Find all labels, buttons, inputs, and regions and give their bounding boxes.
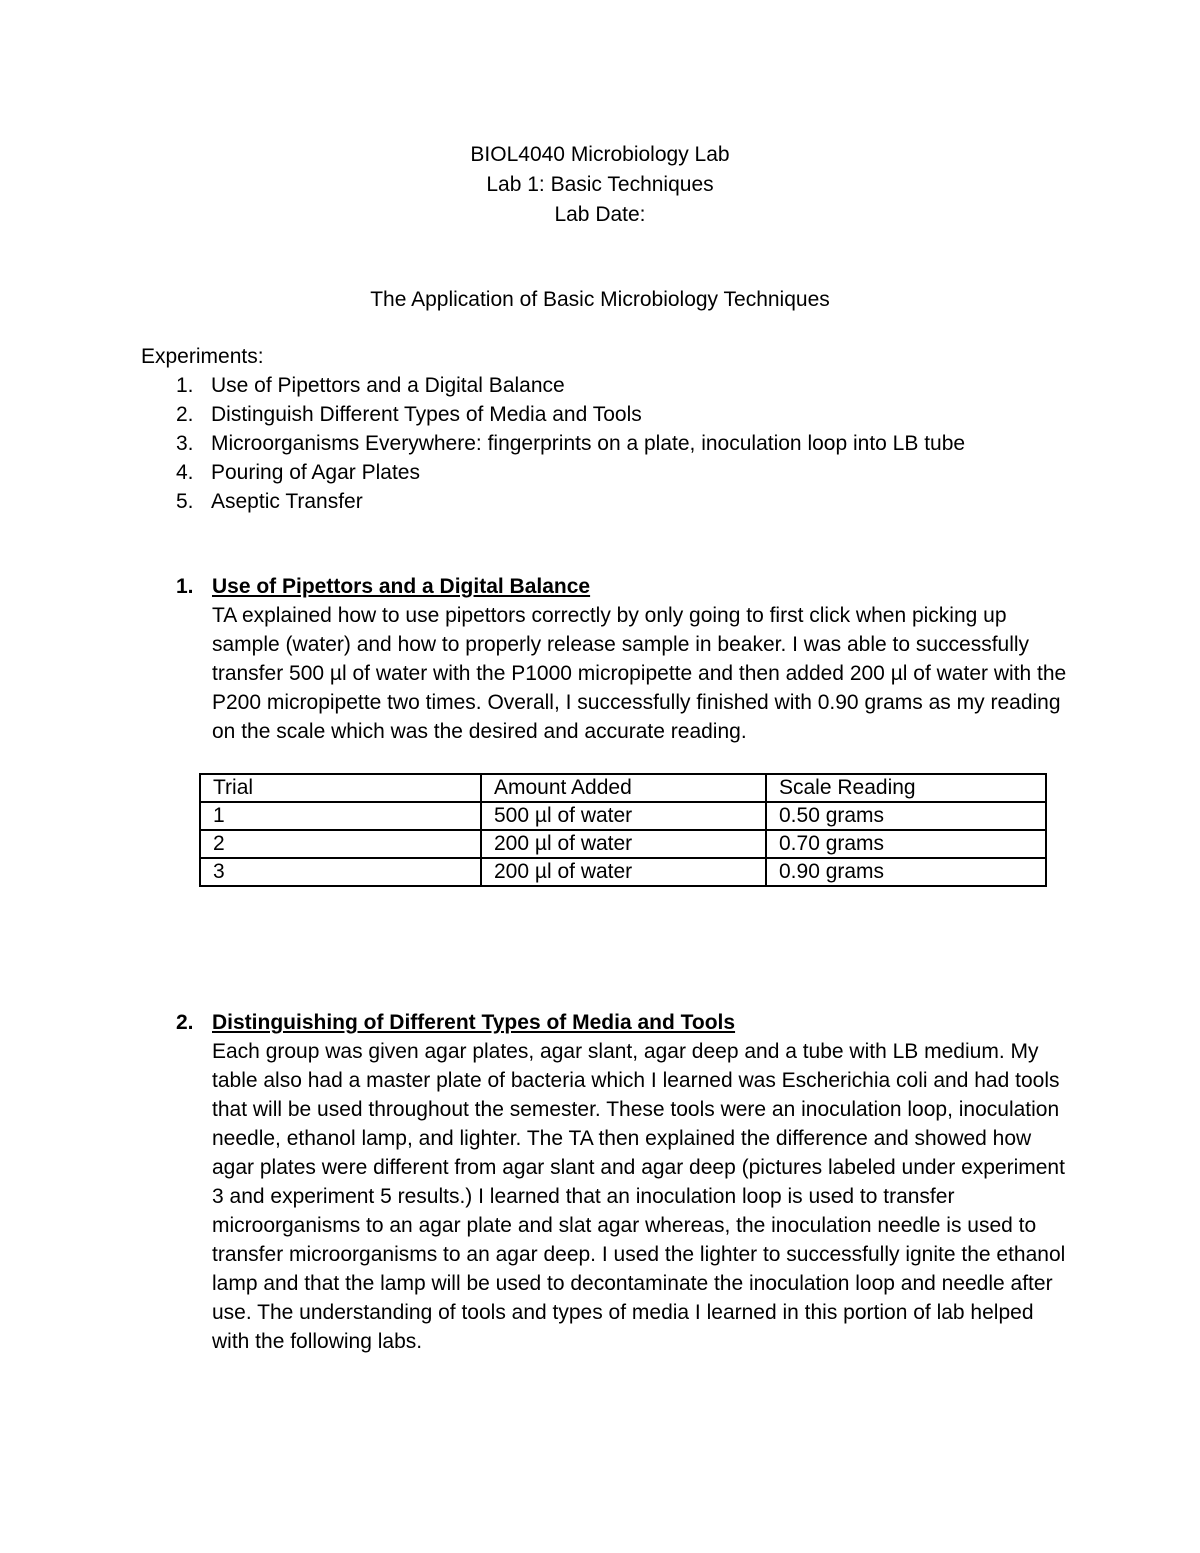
table-row <box>200 858 1046 886</box>
list-item: 4. Pouring of Agar Plates <box>176 461 420 484</box>
section-heading: Distinguishing of Different Types of Media and Tools <box>212 1011 736 1034</box>
table-header-cell: Trial <box>200 774 481 802</box>
table-cell: 3 <box>200 858 481 886</box>
section-heading: Use of Pipettors and a Digital Balance <box>212 575 591 598</box>
table-row <box>200 830 1046 858</box>
table-cell: 200 µl of water <box>481 830 766 858</box>
table-cell: 0.70 grams <box>766 830 1046 858</box>
table-row <box>200 802 1046 830</box>
list-item: 1. Use of Pipettors and a Digital Balance <box>176 374 565 397</box>
table-cell: 200 µl of water <box>481 858 766 886</box>
table-header-cell: Scale Reading <box>766 774 1046 802</box>
list-item: 2. Distinguish Different Types of Media and Tools <box>176 403 642 426</box>
table-header-row <box>200 774 1046 802</box>
table-cell: 2 <box>200 830 481 858</box>
section-number: 1. <box>176 575 194 598</box>
lab-title: Lab 1: Basic Techniques <box>486 173 714 196</box>
lab-date-label: Lab Date: <box>554 203 646 226</box>
list-item: 5. Aseptic Transfer <box>176 490 363 513</box>
list-item: 3. Microorganisms Everywhere: fingerprints on a plate, inoculation loop into LB tube <box>176 432 966 455</box>
results-table <box>199 773 1047 887</box>
section-body: Each group was given agar plates, agar slant, agar deep and a tube with LB medium. My table also had a master plate of bacteria which I learned was Escherichia coli and had tools that will be used throughout the semester. These tools were an inoculation loop, inoculation needle, ethanol lamp, and lighter. The TA then explained the difference and showed how agar plates were different from agar slant and agar deep (pictures labeled under experiment 3 and experiment 5 results.) I learned that an inoculation loop is used to transfer microorganisms to an agar plate and slat agar whereas, the inoculation needle is used to transfer microorganisms to an agar deep. I used the lighter to successfully ignite the ethanol lamp and that the lamp will be used to decontaminate the inoculation loop and needle after use. The understanding of tools and types of media I learned in this portion of lab helped with the following labs. <box>212 1040 1066 1353</box>
document-header <box>0 140 1200 230</box>
experiments-list <box>141 371 1081 516</box>
section-media-tools <box>176 1008 1076 1356</box>
section-pipettors <box>176 572 1076 746</box>
experiments-label: Experiments: <box>141 345 264 368</box>
section-body: TA explained how to use pipettors correctly by only going to first click when picking up sample (water) and how to properly release sample in beaker. I was able to successfully transfer 500 µl of water with the P1000 micropipette and then added 200 µl of water with the P200 micropipette two times. Overall, I successfully finished with 0.90 grams as my reading on the scale which was the desired and accurate reading. <box>212 604 1067 743</box>
table-cell: 0.90 grams <box>766 858 1046 886</box>
report-title: The Application of Basic Microbiology Techniques <box>370 288 830 311</box>
table-header-cell: Amount Added <box>481 774 766 802</box>
table-cell: 1 <box>200 802 481 830</box>
table-cell: 500 µl of water <box>481 802 766 830</box>
experiments-overview <box>141 342 1081 516</box>
course-title: BIOL4040 Microbiology Lab <box>470 143 730 166</box>
table-cell: 0.50 grams <box>766 802 1046 830</box>
section-number: 2. <box>176 1011 194 1034</box>
